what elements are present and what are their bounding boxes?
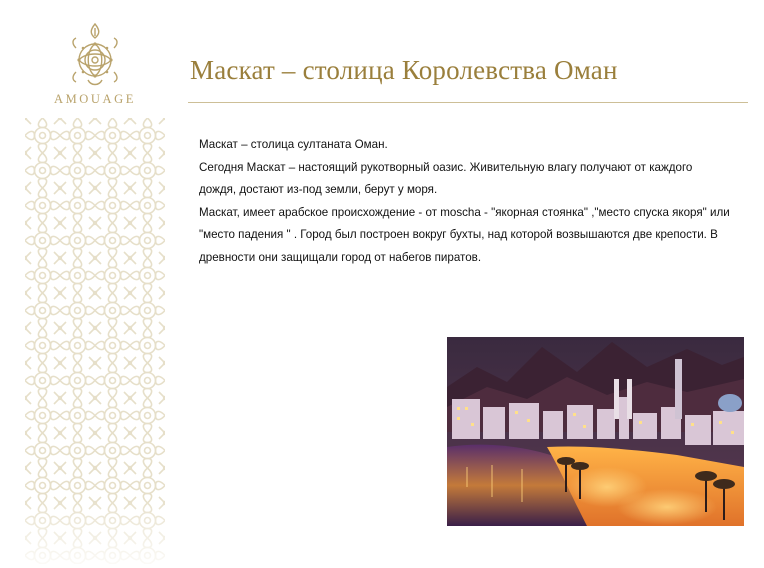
article-line: "место падения " . Город был построен вокруг бухты, над которой возвышаются две крепости. В xyxy=(199,228,718,242)
article-line: дождя, достают из-под земли, берут у моря. xyxy=(199,183,438,197)
lattice-ornament xyxy=(25,118,165,564)
muscat-night-photo xyxy=(447,337,744,526)
article-line: Сегодня Маскат – настоящий рукотворный оазис. Живительную влагу получают от каждого xyxy=(199,160,693,174)
brand-logo xyxy=(40,22,150,112)
city-illustration xyxy=(447,337,744,526)
article-body xyxy=(199,138,749,274)
article-line: Маскат, имеет арабское происхождение - от moscha - "якорная стоянка" ,"место спуска якоря" или xyxy=(199,205,730,219)
title-divider xyxy=(188,102,748,103)
brand-name: AMOUAGE xyxy=(53,92,137,106)
article-line: Маскат – столица султаната Оман. xyxy=(199,138,388,151)
article-line: древности они защищали город от набегов пиратов. xyxy=(199,250,482,264)
page-title: Маскат – столица Королевства Оман xyxy=(190,55,618,85)
amouage-crest-icon xyxy=(66,22,124,92)
